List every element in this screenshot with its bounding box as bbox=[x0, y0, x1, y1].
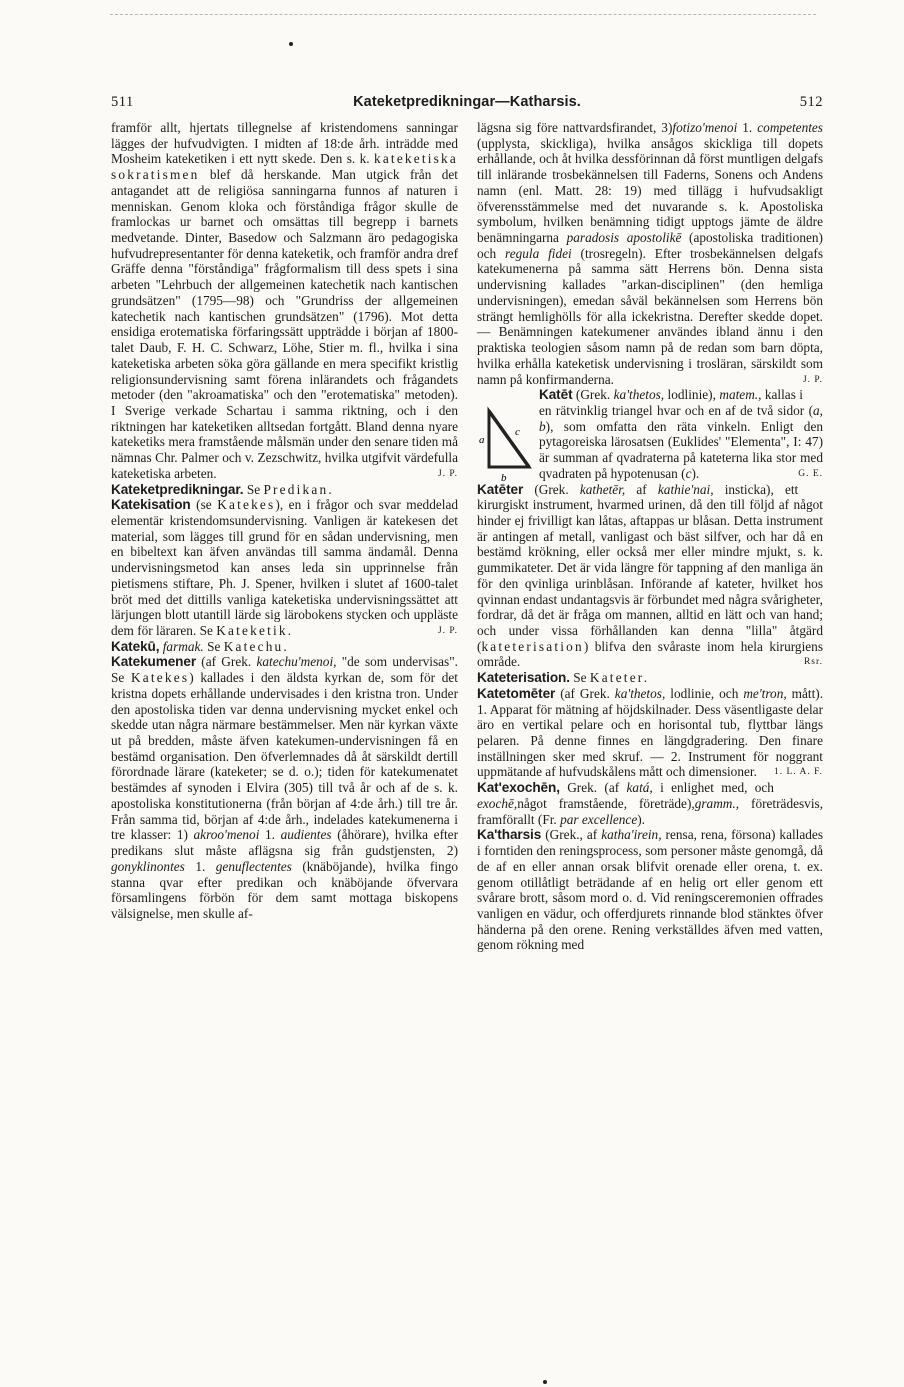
scan-speck bbox=[289, 42, 293, 46]
entry-kateku: Katekū, farmak. Se Katechu. bbox=[111, 638, 289, 654]
page-number-right: 512 bbox=[799, 94, 823, 110]
entry-katexochen: Kat'exochēn, Grek. (af katá, i enlighet med, och exochē,något framstående, företräde),gramm., företrädesvis, framförallt (Fr. par excellence). bbox=[477, 780, 824, 827]
right-column bbox=[477, 120, 823, 953]
scan-top-rule bbox=[110, 14, 816, 15]
signature: 1. L. A. F. bbox=[773, 767, 823, 778]
headword: Katetomēter bbox=[477, 685, 556, 701]
headword: Kat'exochēn, bbox=[477, 780, 560, 796]
label-a: a bbox=[479, 434, 485, 446]
entry-kateter: Katēter (Grek. kathetēr, af kathie'nai, insticka), ett kirurgiskt instrument, hvarmed urinen, då den till följd af något hinder ej frivilligt kan låtas, aftappas ur blåsan. Detta instrument är antingen af metall, vanligast och bäst silfver, och har då en bestämd krökning, eller också mer eller mindre mjukt, s. k. gummikateter. Det är vida längre för tappning af den manliga än för den qvinliga urinblåsan. Införande af kateter, hvilket hos qvinnan endast undantagsvis är förbundet med några svårigheter, fordrar, då det är fråga om mannen, alltid en lätt och van hand; och under vissa förhållanden kan denna "lilla" åtgärd (kateterisation) blifva den svåraste inom hela kirurgiens område. Rsr. bbox=[477, 481, 823, 670]
signature: J. P. bbox=[802, 374, 823, 385]
label-c: c bbox=[515, 426, 520, 438]
headword: Katekisation bbox=[111, 497, 191, 513]
headword: Katekumener bbox=[111, 654, 197, 670]
headword: Kateketpredikningar. bbox=[111, 481, 244, 497]
entry-katekisation: Katekisation (se Katekes), en i frågor och svar meddelad elementär kristendomsundervisning. Vanligen är katekesen det material, som lägges till grund för en sådan undervisning, men en bibeltext kan äfven användas till samma ändamål. Denna undervisningsmetod kan anses leda sin upprinnelse från pietismens stiftare, Ph. J. Spener, hvilken i slutet af 1600-talet bröt med det dittills vanliga kateketiska undervisningssättet att lärjungen blott utantill lärde sig lärobokens stycken och uppläste dem för läraren. Se Kateketik. J. P. bbox=[111, 497, 458, 638]
cross-reference[interactable]: Predikan. bbox=[263, 481, 334, 497]
running-head: Kateketpredikningar—Katharsis. bbox=[353, 94, 581, 110]
entry-katekumener-continuation: lägsna sig före nattvardsfirandet, 3)fotizo'menoi 1. competentes (upplysta, skickliga), hvilka ansågos skickliga till dopets erhållande, och åt hvilka dessförinnan då först muntligen delgafs till inlärande trosbekännelsen till Faderns, Sonens och Andens namn (enl. Matt. 28: 19) med tillägg i hufvudsakligt öfverensstämmelse med det nuvarande s. k. Apostoliska symbolum, hvilken benämning tidigt upptogs jämte de äldre benämningarna paradosis apostolikē (apostoliska traditionen) och regula fidei (trosregeln). Efter trosbekännelsen delgafs katekumenerna på samma sätt Herrens bön. Denna sista undervisning kallades "arkan-disciplinen" (den hemliga undervisningen), emedan såväl bekännelsen som Herrens bön strängt hemlighölls för alla ickekristna. Derefter skedde dopet. — Benämningen katekumener användes ibland ännu i den praktiska teologien såsom namn på de redan som barn döpta, hvilka erhålla kateketisk undervisning i trosläran, särskildt som namn på konfirmanderna. J. P. bbox=[477, 120, 823, 387]
cross-reference[interactable]: Kateter. bbox=[589, 670, 650, 686]
cross-reference[interactable]: Katechu. bbox=[223, 638, 289, 654]
entry-katekumener: Katekumener (af Grek. katechu'menoi, "de som undervisas". Se Katekes) kallades i den äldsta kyrkan de, som för det kristna dopets erhållande undervisades i den kristna tron. Under den apostoliska tiden var denna undervisning mycket enkel och skedde utan några närmare bestämmelser. Men när kyrkan växte ut på bredden, måste äfven katekumen-undervisningen få en bestämd organisation. Den öfverlemnades då åt särskildt dertill förordnade lärare (kateketer; se d. o.); tiden för katekumenatet bestämdes af synoden i Elvira (305) till två år och af de s. k. apostoliska konstitutionerna (från början af 4:de årh.) till tre år. Från samma tid, början af 4:de årh., indelades katekumenerna i tre klasser: 1) akroo'menoi 1. audientes (åhörare), hvilka efter predikans slut måste aflägsna sig från gudstjensten, 2) gonyklinontes 1. genuflectentes (knäböjande), hvilka fingo stanna qvar efter predikan och knäböjande öfvervara församlingens förbön för dem samt mottaga biskopens välsignelse, men skulle af- bbox=[111, 654, 459, 921]
right-triangle-diagram bbox=[479, 405, 537, 485]
page-header bbox=[111, 94, 823, 114]
headword: Katēter bbox=[477, 481, 524, 497]
entry-katharsis: Ka'tharsis (Grek., af katha'irein, rensa, rena, försona) kallades i forntiden den reningsprocess, som personer måste genomgå, då de af en eller annan orsak blifvit orenade eller orena, t. ex. genom otillåtligt beträdande af en helig ort eller genom ett svårare brott, såsom mord o. d. Vid reningsceremonien offrades vanligen en vädur, och offerdjurets rinnande blod stänktes öfver händerna på den orene. Rening verkställdes äfven med vatten, genom rökning med bbox=[477, 827, 823, 953]
scan-speck bbox=[543, 1380, 547, 1384]
headword: Katēt bbox=[539, 387, 573, 403]
label-b: b bbox=[501, 472, 507, 484]
headword: Kateterisation. bbox=[477, 670, 570, 686]
page-number-left: 511 bbox=[111, 94, 134, 110]
signature: Rsr. bbox=[803, 657, 823, 668]
headword: Katekū, bbox=[111, 638, 160, 654]
headword: Ka'tharsis bbox=[477, 827, 542, 843]
cross-reference[interactable]: Katekes bbox=[131, 670, 190, 686]
cross-reference[interactable]: Katekes bbox=[217, 497, 276, 513]
signature: J. P. bbox=[437, 626, 458, 636]
hypotenuse-line bbox=[489, 411, 529, 467]
entry-katetometer: Katetomēter (af Grek. ka'thetos, lodlinie, och me'tron, mått). 1. Apparat för mätning af höjdskilnader. Dess väsentligaste delar äro en vertikal pelare och en horisontal tub, flyttbar längs pelaren. På denne finnes en längdgradering. Den finare inställningen sker med skruf. — 2. Instrument för noggrant uppmätande af hufvudskålens mått och dimensioner. 1. L. A. F. bbox=[477, 685, 824, 780]
signature: J. P. bbox=[437, 468, 458, 479]
signature: G. E. bbox=[798, 468, 823, 479]
cross-reference[interactable]: Kateketik. bbox=[216, 623, 294, 638]
entry-kateketpredikningar: Kateketpredikningar. Se Predikan. bbox=[111, 481, 334, 497]
entry-kateterisation: Kateterisation. Se Kateter. bbox=[477, 670, 650, 686]
entry-kateketik-continuation: framför allt, hjertats tillegnelse af kristendomens sanningar lägges der hufvudvigten. I midten af 18:de årh. inträdde med Mosheim kateketiken i ett nytt skede. Den s. k. kateketiska sokratismen blef då herskande. Man utgick från det antagandet att de religiösa sanningarna funnos af naturen i menniskan. Genom kloka och förståndiga frågor skulle de framlockas ur barnet och omsättas till begrepp i barnets medvetande. Dinter, Basedow och Salzmann äro pedagogiska hufvudrepresentanter för denna kateketik, och framför andra dref Gräffe denna "förståndiga" frågformalism till dess spets i sina arbeten "Lehrbuch der allgemeinen katechetik nach kantischen grundsätzen" (1795—98) och "Grundriss der allgemeinen katechetik nach kantischen grundsätzen" (1796). Mot detta ensidiga erotematiska förfaringssätt uppträdde i början af 1800-talet Daub, F. H. C. Schwarz, Löhe, Stier m. fl., hvilka i sina kateketiska arbeten söka göra gällande en mera specifikt kristlig religionsundervisning samt förena inlärandets och frågandets metoder (den "akroamatiska" och den "erotematiska" metoden). I Sverige verkade Schartau i samma riktning, och i den riktningen har kateketiken alltsedan fortgått. Bland denna nyare kateketiks mera framstående målsmän under den senare tiden må nämnas Chr. Palmer och v. Zezschwitz, hvilka utgifvit värdefulla kateketiska arbeten. J. P. bbox=[111, 120, 458, 481]
entry-katet: Katēt (Grek. ka'thetos, lodlinie), matem., kallas i en rätvinklig triangel hvar och en af de två sidor (a, b), som omfatta den räta vinkeln. Enligt den pytagoreiska lärosatsen (Euklides' "Elementa", I: 47) är summan af qvadraterna på kateterna lika stor med qvadraten på hypotenusan (c). G. E. bbox=[477, 387, 823, 481]
left-column bbox=[111, 120, 458, 922]
